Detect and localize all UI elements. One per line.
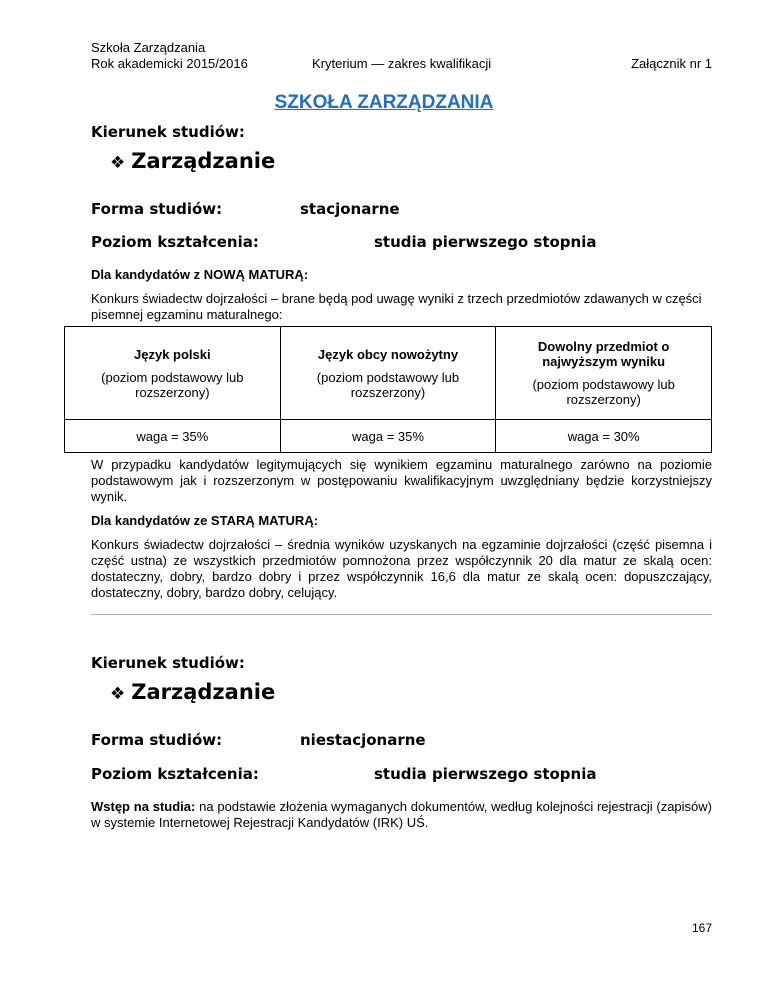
- column-header: Język polski: [134, 346, 211, 362]
- kierunek-value-1: [110, 149, 275, 173]
- new-matura-note: W przypadku kandydatów legitymujących się wynikiem egzaminu maturalnego zarówno na poziomie podstawowym jak i rozszerzonym w postępowaniu kwalifikacyjnym uwzględniany będzie korzystniejszy wynik.: [91, 457, 712, 504]
- poziom-label-2: Poziom kształcenia:: [91, 765, 259, 783]
- old-matura-text: Konkurs świadectw dojrzałości – średnia wyników uzyskanych na egzaminie dojrzałości (część pisemna i część ustna) ze wszystkich przedmiotów pomnożona przez współczynnik 20 dla matur ze skalą ocen: dostateczny, dobry, bardzo dobry i przez współczynnik 16,6 dla matur ze skalą ocen: dopuszczający, dostateczny, dobry, bardzo dobry, celujący.: [91, 537, 712, 600]
- forma-value-1: stacjonarne: [300, 200, 400, 218]
- kierunek-value-text-2: Zarządzanie: [131, 680, 276, 704]
- kierunek-value-text-1: Zarządzanie: [131, 149, 276, 173]
- new-matura-heading: Dla kandydatów z NOWĄ MATURĄ:: [91, 267, 309, 282]
- forma-label-1: Forma studiów:: [91, 200, 223, 218]
- column-header: Dowolny przedmiot o najwyższym wyniku: [537, 339, 670, 369]
- poziom-value-1: studia pierwszego stopnia: [374, 233, 597, 251]
- old-matura-heading: Dla kandydatów ze STARĄ MATURĄ:: [91, 513, 319, 528]
- kierunek-label-2: Kierunek studiów:: [91, 654, 245, 672]
- kierunek-label-1: Kierunek studiów:: [91, 123, 245, 141]
- admission-paragraph: [91, 799, 712, 831]
- table-row: [65, 420, 712, 453]
- new-matura-intro: Konkurs świadectw dojrzałości – brane będą pod uwagę wyniki z trzech przedmiotów zdawanych w części pisemnej egzaminu maturalnego:: [91, 291, 702, 322]
- column-header: Język obcy nowożytny: [317, 346, 459, 362]
- page-title: SZKOŁA ZARZĄDZANIA: [274, 92, 494, 113]
- level-text: (poziom podstawowy lub rozszerzony): [101, 369, 244, 400]
- poziom-label-1: Poziom kształcenia:: [91, 233, 259, 251]
- table-row: [65, 327, 712, 420]
- admission-text: na podstawie złożenia wymaganych dokumentów, według kolejności rejestracji (zapisów) w systemie Internetowej Rejestracji Kandydatów (IRK) UŚ.: [91, 799, 713, 830]
- table-cell: [280, 327, 496, 420]
- weight-cell: waga = 35%: [280, 420, 496, 453]
- header-year: Rok akademicki 2015/2016: [91, 56, 248, 71]
- admission-label: Wstęp na studia:: [91, 799, 196, 814]
- section-divider: [91, 614, 712, 615]
- header-school: Szkoła Zarządzania: [91, 40, 206, 55]
- forma-label-2: Forma studiów:: [91, 731, 223, 749]
- page-number: 167: [691, 921, 712, 935]
- weight-cell: waga = 30%: [496, 420, 712, 453]
- criteria-table: [64, 326, 712, 453]
- weight-cell: waga = 35%: [65, 420, 281, 453]
- poziom-value-2: studia pierwszego stopnia: [374, 765, 597, 783]
- level-text: (poziom podstawowy lub rozszerzony): [316, 369, 460, 400]
- kierunek-value-2: [110, 680, 275, 704]
- header-criterion: Kryterium — zakres kwalifikacji: [312, 56, 492, 71]
- table-cell: [65, 327, 281, 420]
- level-text: (poziom podstawowy lub rozszerzony): [532, 377, 675, 407]
- diamond-bullet-icon: ❖: [110, 153, 126, 173]
- forma-value-2: niestacjonarne: [300, 731, 426, 749]
- table-cell: [496, 327, 712, 420]
- header-attachment: Załącznik nr 1: [631, 56, 712, 71]
- diamond-bullet-icon: ❖: [110, 684, 126, 704]
